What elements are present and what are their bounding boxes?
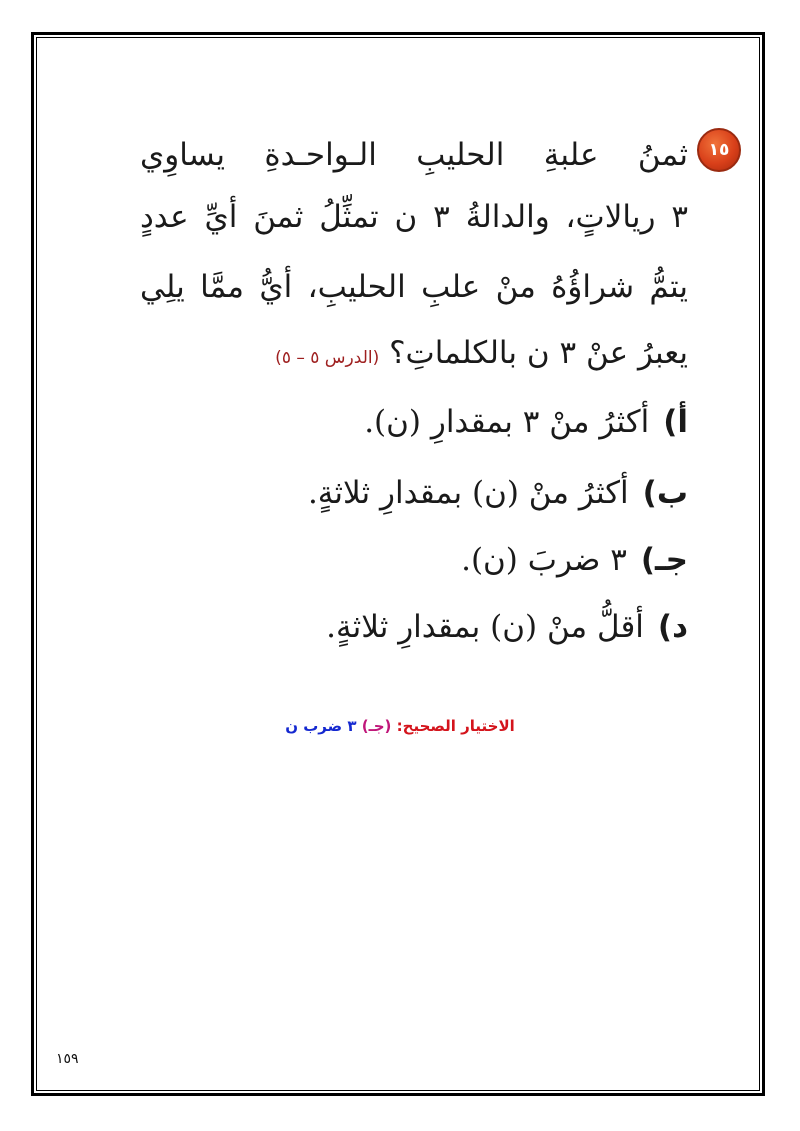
answer-text: ٣ ضرب ن bbox=[285, 717, 357, 735]
question-line-4-text: يعبرُ عنْ ٣ ن بالكلماتِ؟ bbox=[389, 335, 688, 371]
question-line-1: ثمنُ علبةِ الحليبِ الـواحـدةِ يساوِي bbox=[140, 137, 688, 173]
option-d-text: أقلُّ منْ (ن) بمقدارِ ثلاثةٍ. bbox=[326, 609, 644, 645]
lesson-reference: (الدرس ٥ – ٥) bbox=[275, 348, 380, 368]
option-a-letter: أ) bbox=[663, 404, 688, 440]
page-number: ١٥٩ bbox=[56, 1051, 79, 1067]
answer-label: الاختيار الصحيح: bbox=[396, 717, 515, 735]
option-a-text: أكثرُ منْ ٣ بمقدارِ (ن). bbox=[364, 404, 650, 440]
option-a bbox=[364, 404, 688, 440]
question-line-2: ٣ ريالاتٍ، والدالةُ ٣ ن تمثِّلُ ثمنَ أيِّ عددٍ bbox=[140, 199, 689, 235]
question-line-4 bbox=[275, 335, 688, 371]
option-d bbox=[326, 609, 688, 645]
question-number: ١٥ bbox=[708, 140, 730, 160]
option-b-text: أكثرُ منْ (ن) بمقدارِ ثلاثةٍ. bbox=[307, 475, 629, 511]
option-c bbox=[461, 542, 688, 578]
question-number-badge bbox=[697, 128, 741, 172]
option-c-letter: جـ) bbox=[640, 542, 688, 578]
option-d-letter: د) bbox=[657, 609, 688, 645]
option-c-text: ٣ ضربَ (ن). bbox=[461, 542, 627, 578]
answer-choice: (جـ) bbox=[361, 717, 392, 735]
option-b-letter: ب) bbox=[642, 475, 688, 511]
correct-answer bbox=[0, 717, 800, 735]
question-line-3: يتمُّ شراؤُهُ منْ علبِ الحليبِ، أيُّ ممَّا يلِي bbox=[140, 269, 688, 305]
option-b bbox=[307, 475, 688, 511]
